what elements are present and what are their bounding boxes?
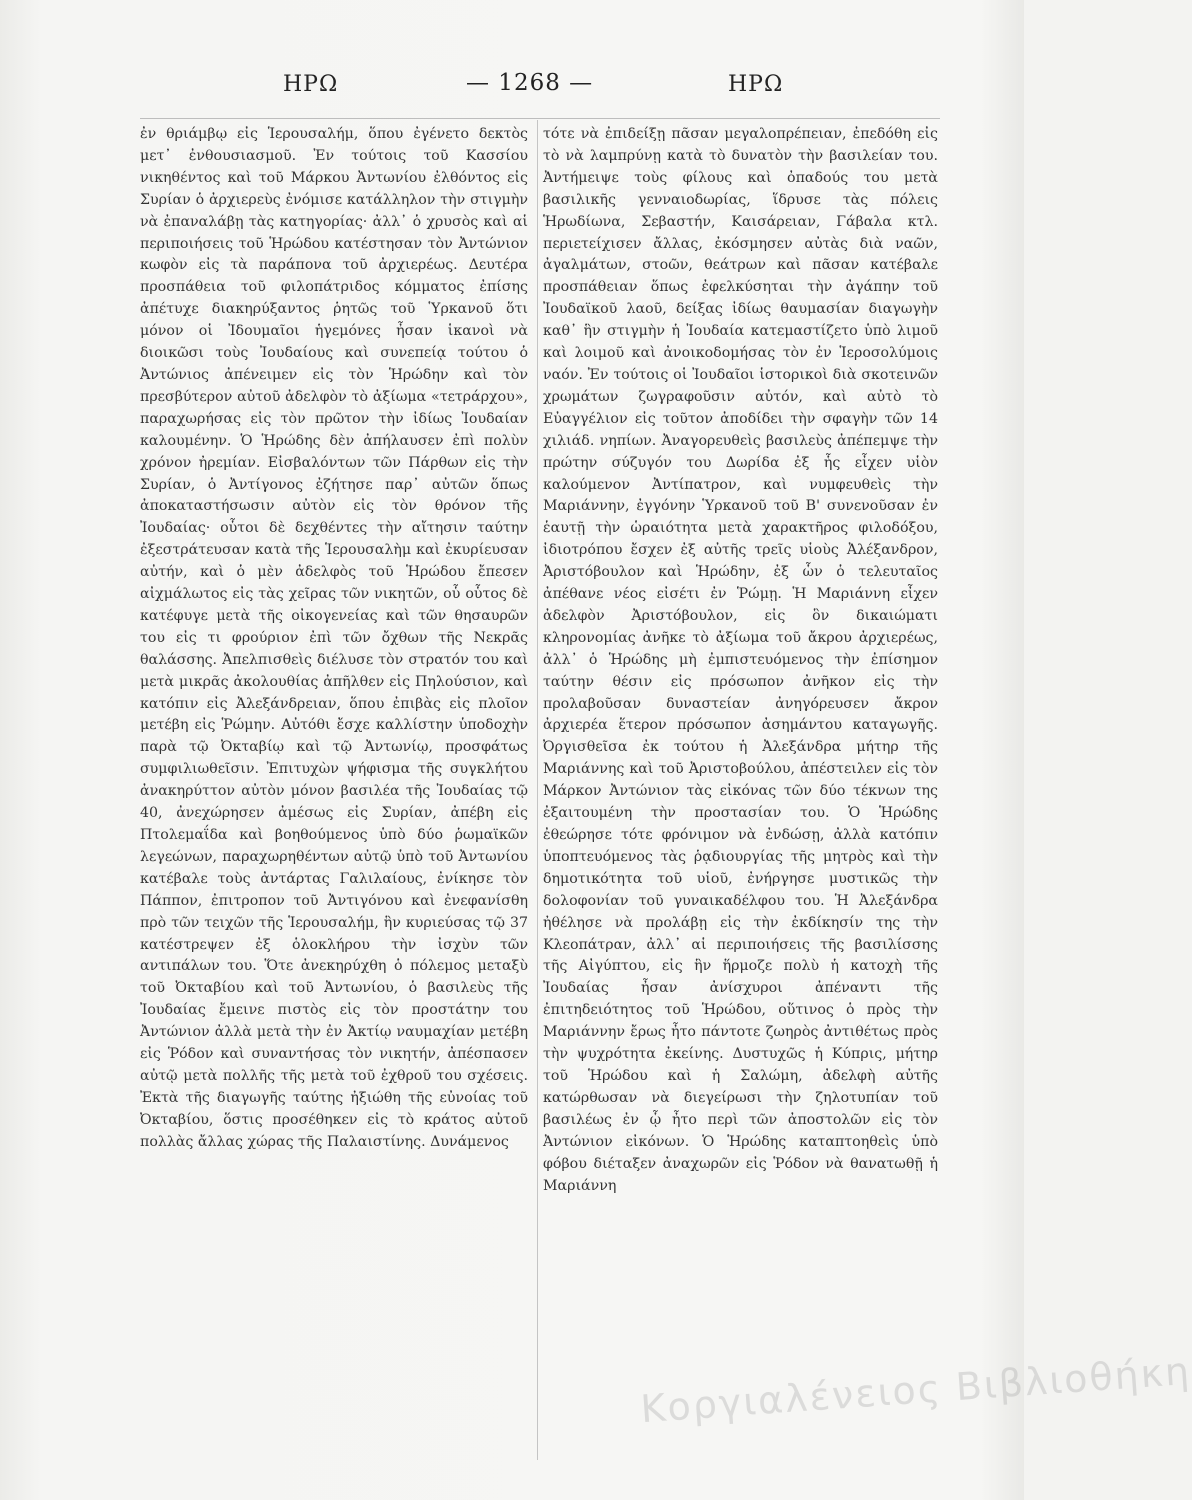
- page-number: — 1268 —: [466, 70, 594, 96]
- text-column-left: [140, 124, 528, 1154]
- text-column-right: [543, 124, 938, 1197]
- running-header: [140, 68, 940, 104]
- column-divider: [537, 120, 538, 1460]
- library-watermark: Κοργιαλένειος Βιβλιοθήκη: [639, 1348, 1192, 1432]
- paragraph-left: ἐν θριάμβῳ εἰς Ἱερουσαλήμ, ὅπου ἐγένετο δεκτὸς μετ᾽ ἐνθουσιασμοῦ. Ἐν τούτοις τοῦ Κασσίου νικηθέντος καὶ τοῦ Μάρκου Ἀντωνίου ἐλθόντος εἰς Συρίαν ὁ ἀρχιερεὺς ἐνόμισε κατάλληλον τὴν στιγμὴν νὰ ἐπαναλάβῃ τὰς κατηγορίας· ἀλλ᾽ ὁ χρυσὸς καὶ αἱ περιποιήσεις τοῦ Ἡρώδου κατέστησαν τὸν Ἀντώνιον κωφὸν εἰς τὰ παράπονα τοῦ ἀρχιερέως. Δευτέρα προσπάθεια τοῦ φιλοπάτριδος κόμματος ἐπίσης ἀπέτυχε διακηρύξαντος ῥητῶς τοῦ Ὑρκανοῦ ὅτι μόνον οἱ Ἰδουμαῖοι ἡγεμόνες ἦσαν ἱκανοὶ νὰ διοικῶσι τοὺς Ἰουδαίους καὶ συνεπείᾳ τούτου ὁ Ἀντώνιος ἀπένειμεν εἰς τὸν Ἡρώδην καὶ τὸν πρεσβύτερον αὐτοῦ ἀδελφὸν τὸ ἀξίωμα «τετράρχου», παραχωρήσας εἰς τὸν πρῶτον τὴν ἰδίως Ἰουδαίαν καλουμένην. Ὁ Ἡρώδης δὲν ἀπήλαυσεν ἐπὶ πολὺν χρόνον ἠρεμίαν. Εἰσβαλόντων τῶν Πάρθων εἰς τὴν Συρίαν, ὁ Ἀντίγονος ἐζήτησε παρ᾽ αὐτῶν ὅπως ἀποκαταστήσωσιν αὐτὸν εἰς τὸν θρόνον τῆς Ἰουδαίας· οὗτοι δὲ δεχθέντες τὴν αἴτησιν ταύτην ἐξεστράτευσαν κατὰ τῆς Ἱερουσαλὴμ καὶ ἐκυρίευσαν αὐτήν, καὶ ὁ μὲν ἀδελφὸς τοῦ Ἡρώδου ἔπεσεν αἰχμάλωτος εἰς τὰς χεῖρας τῶν νικητῶν, οὗ οὗτος δὲ κατέφυγε μετὰ τῆς οἰκογενείας καὶ τῶν θησαυρῶν του εἰς τι φρούριον ἐπὶ τῶν ὄχθων τῆς Νεκρᾶς θαλάσσης. Ἀπελπισθεὶς διέλυσε τὸν στρατόν του καὶ μετὰ μικρᾶς ἀκολουθίας ἀπῆλθεν εἰς Πηλούσιον, καὶ κατόπιν εἰς Ἀλεξάνδρειαν, ὅπου ἐπιβὰς εἰς πλοῖον μετέβη εἰς Ῥώμην. Αὐτόθι ἔσχε καλλίστην ὑποδοχὴν παρὰ τῷ Ὀκταβίῳ καὶ τῷ Ἀντωνίῳ, προσφάτως συμφιλιωθεῖσιν. Ἐπιτυχὼν ψήφισμα τῆς συγκλήτου ἀνακηρύττον αὐτὸν μόνον βασιλέα τῆς Ἰουδαίας τῷ 40, ἀνεχώρησεν ἀμέσως εἰς Συρίαν, ἀπέβη εἰς Πτολεμαΐδα καὶ βοηθούμενος ὑπὸ δύο ῥωμαϊκῶν λεγεώνων, παραχωρηθέντων αὐτῷ ὑπὸ τοῦ Ἀντωνίου κατέβαλε τοὺς ἀντάρτας Γαλιλαίους, ἐνίκησε τὸν Πάππον, ἐπιτροπον τοῦ Ἀντιγόνου καὶ ἐνεφανίσθη πρὸ τῶν τειχῶν τῆς Ἱερουσαλήμ, ἣν κυριεύσας τῷ 37 κατέστρεψεν ἐξ ὁλοκλήρου τὴν ἰσχὺν τῶν αντιπάλων του. Ὅτε ἀνεκηρύχθη ὁ πόλεμος μεταξὺ τοῦ Ὀκταβίου καὶ τοῦ Ἀντωνίου, ὁ βασιλεὺς τῆς Ἰουδαίας ἔμεινε πιστὸς εἰς τὸν προστάτην του Ἀντώνιον ἀλλὰ μετὰ τὴν ἐν Ἀκτίῳ ναυμαχίαν μετέβη εἰς Ῥόδον καὶ συναντήσας τὸν νικητήν, ἀπέσπασεν αὐτῷ μετὰ πολλῆς τῆς μετὰ τοῦ ἐχθροῦ του σχέσεις. Ἐκτὰ τῆς διαγωγῆς ταύτης ἠξιώθη τῆς εὐνοίας τοῦ Ὀκταβίου, ὅστις προσέθηκεν εἰς τὸ κράτος αὐτοῦ πολλὰς ἄλλας χώρας τῆς Παλαιστίνης. Δυνάμενος: [140, 126, 528, 1150]
- header-rule: [140, 118, 940, 119]
- paragraph-right: τότε νὰ ἐπιδείξῃ πᾶσαν μεγαλοπρέπειαν, ἐπεδόθη εἰς τὸ νὰ λαμπρύνῃ κατὰ τὸ δυνατὸν τὴν βασιλείαν του. Ἀντήμειψε τοὺς φίλους καὶ ὀπαδούς του μετὰ βασιλικῆς γενναιοδωρίας, ἵδρυσε τὰς πόλεις Ἡρωδίωνα, Σεβαστήν, Καισάρειαν, Γάβαλα κτλ. περιετείχισεν ἄλλας, ἐκόσμησεν αὐτὰς διὰ ναῶν, ἀγαλμάτων, στοῶν, θεάτρων καὶ πᾶσαν κατέβαλε προσπάθειαν ὅπως ἐφελκύσηται τὴν ἀγάπην τοῦ Ἰουδαϊκοῦ λαοῦ, δείξας ἰδίως θαυμασίαν διαγωγὴν καθ᾽ ἣν στιγμὴν ἡ Ἰουδαία κατεμαστίζετο ὑπὸ λιμοῦ καὶ λοιμοῦ καὶ ἀνοικοδομήσας τὸν ἐν Ἱεροσολύμοις ναόν. Ἐν τούτοις οἱ Ἰουδαῖοι ἱστορικοὶ διὰ σκοτεινῶν χρωμάτων ζωγραφοῦσιν αὐτόν, καὶ αὐτὸ τὸ Εὐαγγέλιον εἰς τοῦτον ἀποδίδει τὴν σφαγὴν τῶν 14 χιλιάδ. νηπίων. Ἀναγορευθεὶς βασιλεὺς ἀπέπεμψε τὴν πρώτην σύζυγόν του Δωρίδα ἐξ ἧς εἶχεν υἱὸν καλούμενον Ἀντίπατρον, καὶ νυμφευθεὶς τὴν Μαριάννην, ἐγγόνην Ὑρκανοῦ τοῦ Β' συνενοῦσαν ἐν ἑαυτῇ τὴν ὡραιότητα μετὰ χαρακτῆρος φιλοδόξου, ἰδιοτρόπου ἔσχεν ἐξ αὐτῆς τρεῖς υἱοὺς Ἀλέξανδρον, Ἀριστόβουλον καὶ Ἡρώδην, ἐξ ὧν ὁ τελευταῖος ἀπέθανε νέος εἰσέτι ἐν Ῥώμῃ. Ἡ Μαριάννη εἶχεν ἀδελφὸν Ἀριστόβουλον, εἰς ὃν δικαιώματι κληρονομίας ἀνῆκε τὸ ἀξίωμα τοῦ ἄκρου ἀρχιερέως, ἀλλ᾽ ὁ Ἡρώδης μὴ ἐμπιστευόμενος τὴν ἐπίσημον ταύτην θέσιν εἰς πρόσωπον ἀνῆκον εἰς τὴν προλαβοῦσαν δυναστείαν ἀνηγόρευσεν ἄκρον ἀρχιερέα ἕτερον πρόσωπον ἀσημάντου καταγωγῆς. Ὀργισθεῖσα ἐκ τούτου ἡ Ἀλεξάνδρα μήτηρ τῆς Μαριάννης καὶ τοῦ Ἀριστοβούλου, ἀπέστειλεν εἰς τὸν Μάρκον Ἀντώνιον τὰς εἰκόνας τῶν δύο τέκνων της ἐξαιτουμένη τὴν προστασίαν του. Ὁ Ἡρώδης ἐθεώρησε τότε φρόνιμον νὰ ἐνδώσῃ, ἀλλὰ κατόπιν ὑποπτευόμενος τὰς ῥᾳδιουργίας τῆς μητρὸς καὶ τὴν δημοτικότητα τοῦ υἱοῦ, ἐνήργησε μυστικῶς τὴν δολοφονίαν τοῦ γυναικαδέλφου του. Ἡ Ἀλεξάνδρα ἠθέλησε νὰ προλάβῃ εἰς τὴν ἐκδίκησίν της τὴν Κλεοπάτραν, ἀλλ᾽ αἱ περιποιήσεις τῆς βασιλίσσης τῆς Αἰγύπτου, εἰς ἣν ἥρμοζε πολὺ ἡ κατοχὴ τῆς Ἰουδαίας ἦσαν ἀνίσχυροι ἀπέναντι τῆς ἐπιτηδειότητος τοῦ Ἡρώδου, οὕτινος ὁ πρὸς τὴν Μαριάννην ἔρως ἦτο πάντοτε ζωηρὸς ἀντιθέτως πρὸς τὴν ψυχρότητα ἐκείνης. Δυστυχῶς ἡ Κύπρις, μήτηρ τοῦ Ἡρώδου καὶ ἡ Σαλώμη, ἀδελφὴ αὐτῆς κατώρθωσαν νὰ διεγείρωσι τὴν ζηλοτυπίαν τοῦ βασιλέως ἐν ᾧ ἦτο περὶ τῶν ἀποστολῶν εἰς τὸν Ἀντώνιον εἰκόνων. Ὁ Ἡρώδης καταπτοηθεὶς ὑπὸ φόβου διέταξεν ἀναχωρῶν εἰς Ῥόδον νὰ θανατωθῇ ἡ Μαριάννη: [543, 126, 938, 1194]
- header-right-keyword: ΗΡΩ: [728, 72, 784, 97]
- header-left-keyword: ΗΡΩ: [283, 72, 339, 97]
